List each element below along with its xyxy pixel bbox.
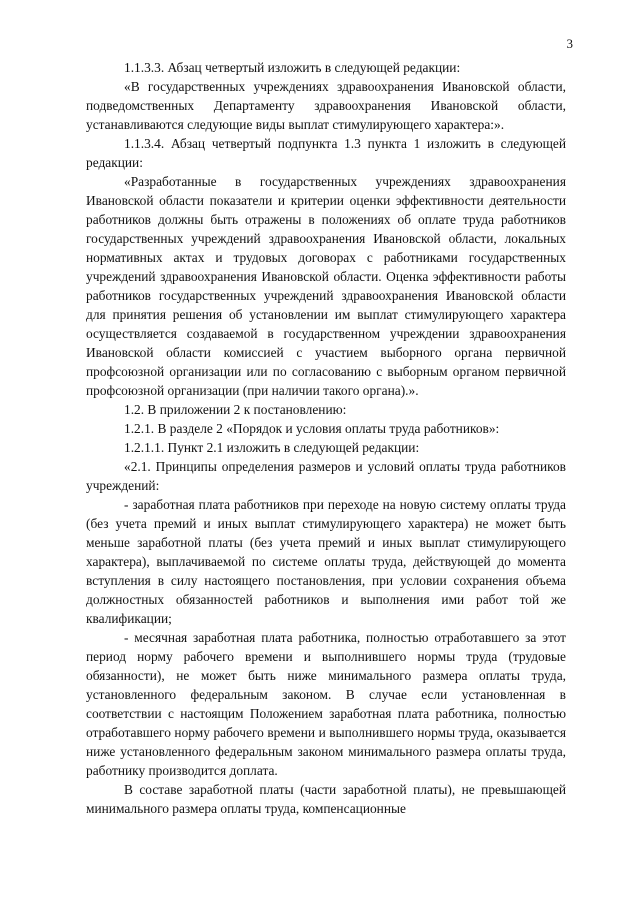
- paragraph-1-1-3-4: 1.1.3.4. Абзац четвертый подпункта 1.3 пункта 1 изложить в следующей редакции:: [86, 136, 566, 170]
- paragraph-quote-stimulus-types: «В государственных учреждениях здравоохранения Ивановской области, подведомственных Департаменту здравоохранения Ивановской области, устанавливаются следующие виды выплат стимулирующего характера:».: [86, 79, 566, 132]
- document-body: [86, 58, 566, 818]
- paragraph-1-1-3-3: 1.1.3.3. Абзац четвертый изложить в следующей редакции:: [124, 60, 461, 75]
- paragraph-1-2-1-1: 1.2.1.1. Пункт 2.1 изложить в следующей редакции:: [124, 440, 420, 455]
- page-number: 3: [566, 36, 573, 51]
- paragraph-2-1-principles: «2.1. Принципы определения размеров и условий оплаты труда работников учреждений:: [86, 459, 566, 493]
- paragraph-quote-evaluation-criteria: «Разработанные в государственных учреждениях здравоохранения Ивановской области показатели и критерии оценки эффективности деятельности работников должны быть отражены в положениях об оплате труда работников государственных учреждений здравоохранения Ивановской области, локальных нормативных актах и трудовых договорах с работниками государственных учреждений здравоохранения Ивановской области. Оценка эффективности работы работников государственных учреждений здравоохранения Ивановской области для принятия решения об установлении им выплат стимулирующего характера осуществляется создаваемой в государственном учреждении здравоохранения Ивановской области комиссией с участием выборного органа первичной профсоюзной организации или по согласованию с выборным органом первичной профсоюзной организации (при наличии такого органа).».: [86, 174, 566, 398]
- paragraph-1-2: 1.2. В приложении 2 к постановлению:: [124, 402, 347, 417]
- paragraph-bullet-transition-pay: - заработная плата работников при переходе на новую систему оплаты труда (без учета премий и иных выплат стимулирующего характера) не может быть меньше заработной платы (без учета премий и иных выплат стимулирующего характера), выплачиваемой по системе оплаты труда, действующей до момента вступления в силу настоящего постановления, при условии сохранения объема должностных обязанностей работников и выполнения ими работ той же квалификации;: [86, 497, 566, 626]
- paragraph-minimum-wage-composition: В составе заработной платы (части заработной платы), не превышающей минимального размера оплаты труда, компенсационные: [86, 782, 566, 816]
- paragraph-bullet-monthly-pay: - месячная заработная плата работника, полностью отработавшего за этот период норму рабочего времени и выполнившего нормы труда (трудовые обязанности), не может быть ниже минимального размера оплаты труда, установленного федеральным законом. В случае если установленная в соответствии с настоящим Положением заработная плата работника, полностью отработавшего норму рабочего времени и выполнившего нормы труда, оказывается ниже установленного федеральным законом минимального размера оплаты труда, работнику производится доплата.: [86, 630, 566, 778]
- paragraph-1-2-1: 1.2.1. В разделе 2 «Порядок и условия оплаты труда работников»:: [124, 421, 500, 436]
